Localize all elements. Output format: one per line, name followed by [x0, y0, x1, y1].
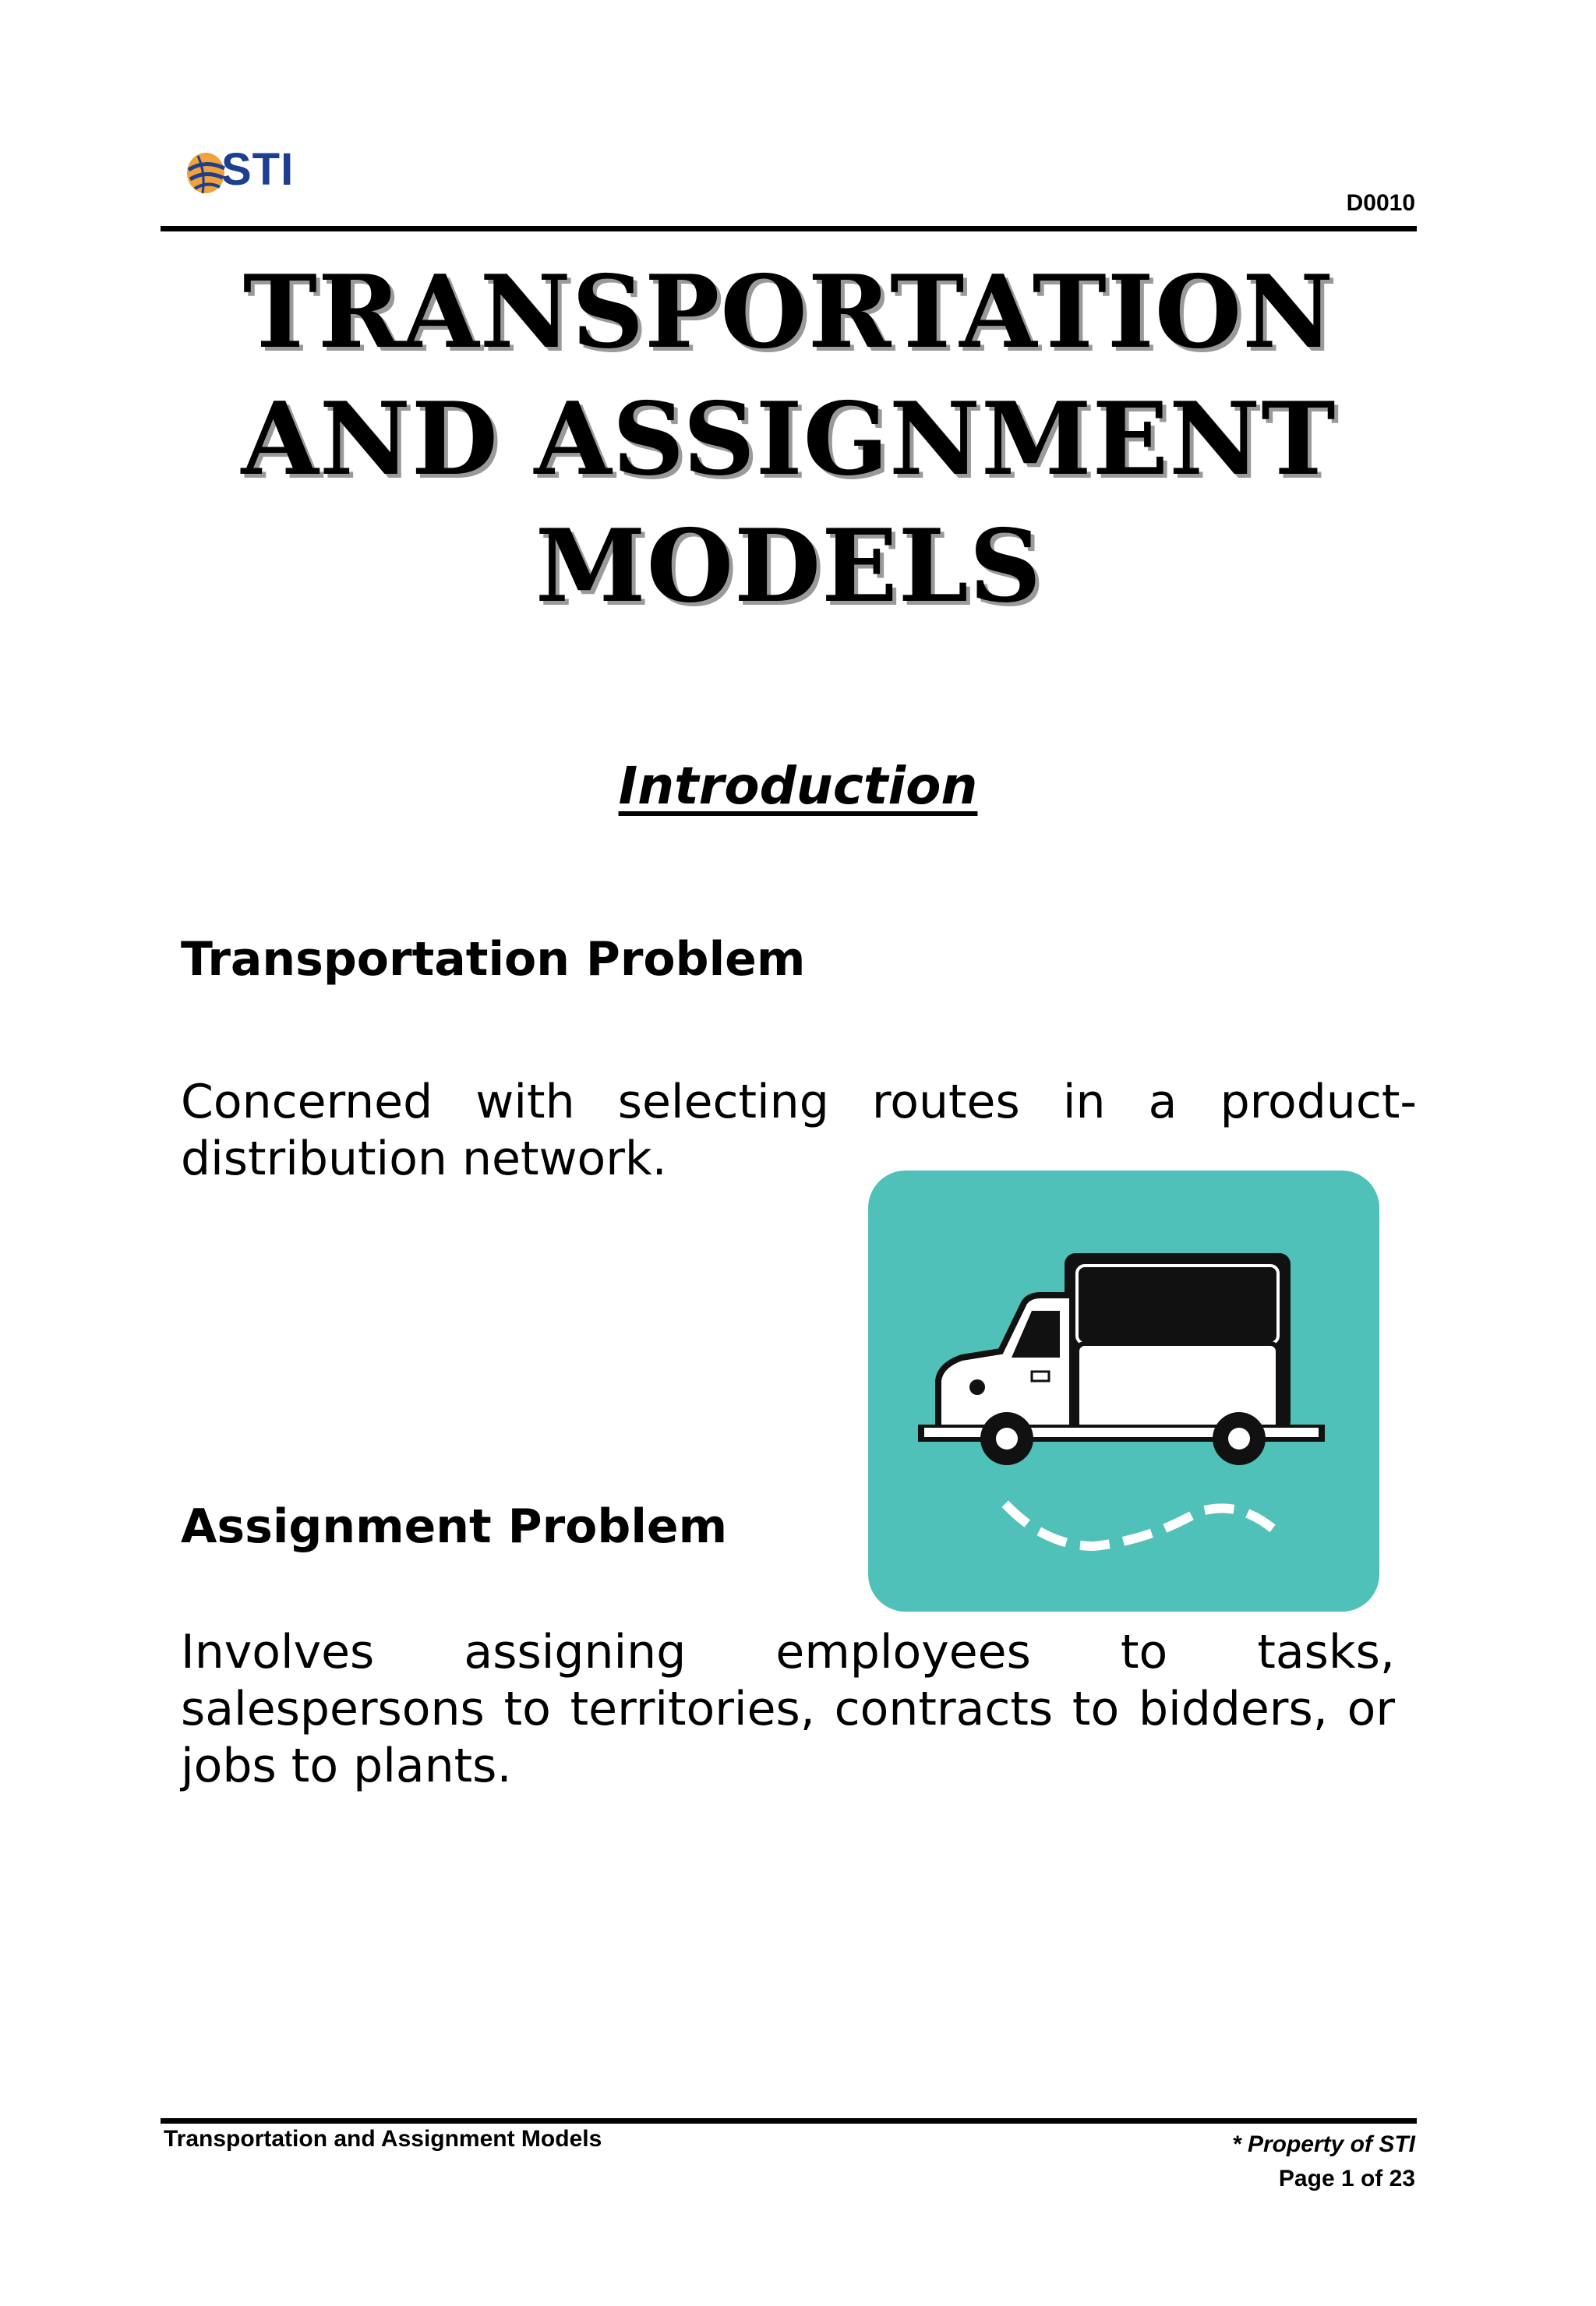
property-notice: * Property of STI [1231, 2131, 1415, 2157]
document-code: D0010 [1346, 190, 1415, 216]
transportation-heading: Transportation Problem [181, 932, 806, 987]
footer-rule [161, 2118, 1417, 2124]
header-rule [161, 226, 1417, 231]
assignment-text: Involves assigning employees to tasks, salespersons to territories, contracts to bidders, or jobs to plants. [181, 1625, 1395, 1793]
footer-info [1232, 2128, 1415, 2196]
delivery-truck-icon [868, 1171, 1379, 1612]
section-heading: Introduction [618, 756, 978, 816]
transportation-text: Concerned with selecting routes in a product-distribution network. [181, 1075, 1417, 1186]
page-number: Page 1 of 23 [1278, 2166, 1415, 2191]
assignment-heading: Assignment Problem [181, 1499, 728, 1554]
footer-title: Transportation and Assignment Models [164, 2126, 602, 2152]
sti-logo [184, 142, 301, 204]
logo-text: STI [221, 144, 295, 195]
page-title: TRANSPORTATION AND ASSIGNMENT MODELS [241, 254, 1336, 625]
